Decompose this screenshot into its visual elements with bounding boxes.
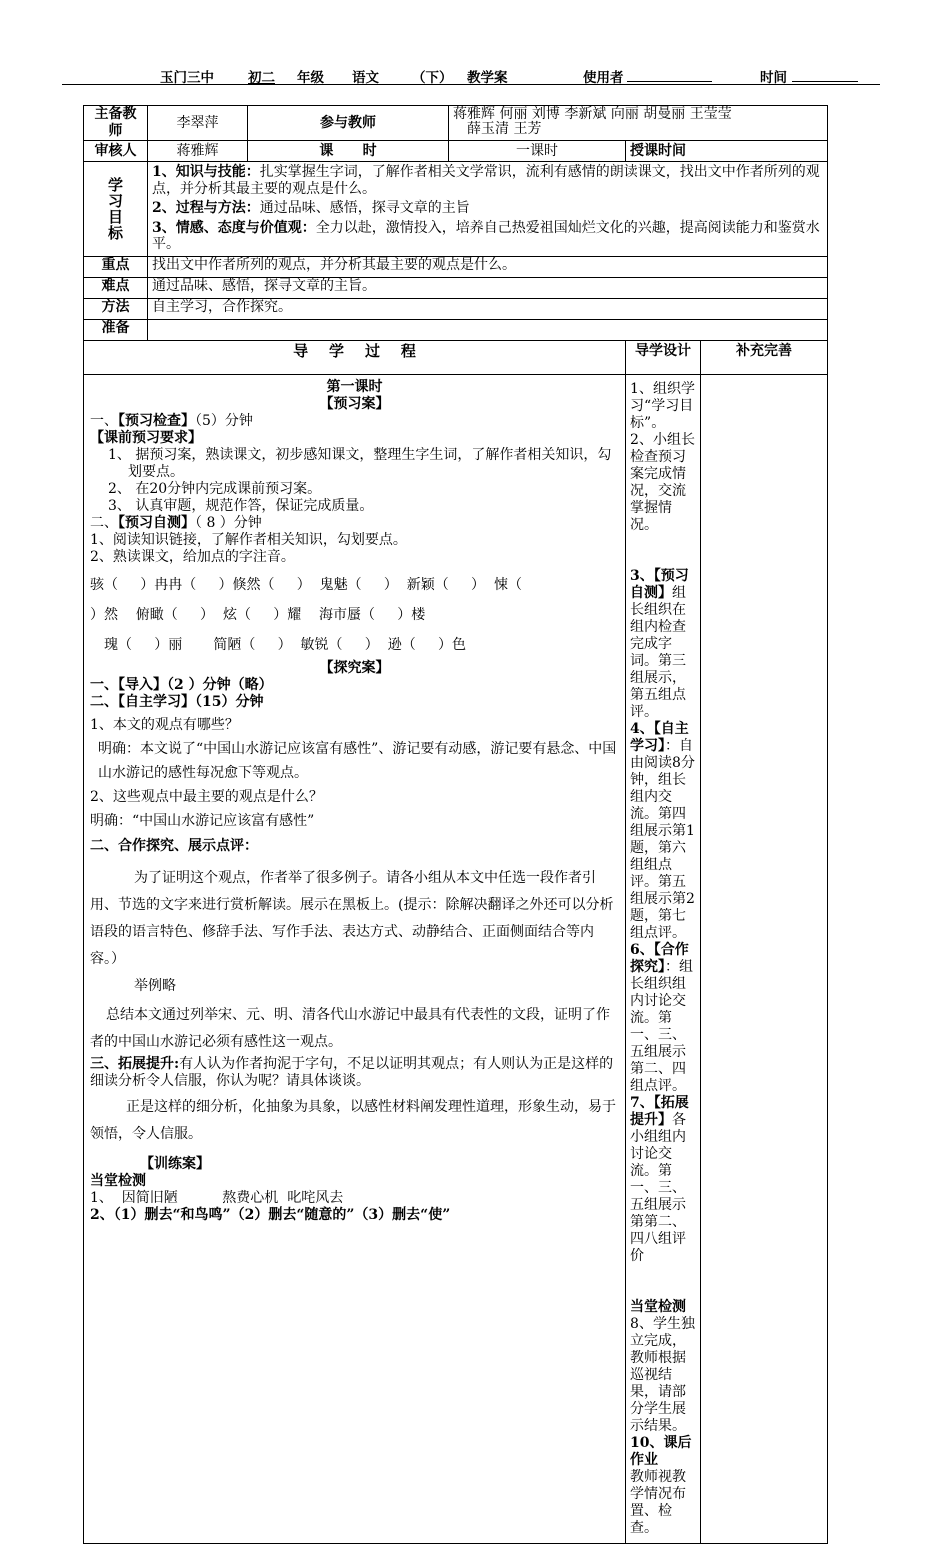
goals (148, 162, 828, 257)
teach-time-label: 授课时间 (626, 141, 828, 162)
design-4: 4、【自主学习】：自由阅读8分钟，组长组内交流。第四组展示第1题，第六组组点评。第五组展示第2题，第七组点评。 (630, 721, 695, 941)
process-content (84, 375, 626, 1544)
intro: 一、【导入】（2 ）分钟（略） (90, 677, 273, 693)
participants (449, 106, 828, 141)
time-blank[interactable] (792, 64, 858, 82)
check-2: 2、（1）删去“和鸟鸣”（2）删去“随意的”（3）删去“使” (90, 1207, 451, 1223)
question-2: 2、这些观点中最主要的观点是什么？ (90, 789, 323, 805)
design-check-title: 当堂检测 (630, 1299, 687, 1315)
design-10-title: 10、课后作业 (630, 1435, 692, 1468)
pinyin-row-3: 瑰（ ）丽 简陋（ ） 敏锐（ ） 逊（ ）色 (104, 637, 466, 653)
time-label: 时间 (760, 70, 787, 86)
reviewer: 蒋雅辉 (148, 141, 248, 162)
design-3: 3、【预习自测】组长组织在组内检查完成字词。第三组展示，第五组点评。 (630, 568, 689, 720)
process-header: 导 学 过 程 (84, 341, 626, 375)
key-label: 重点 (84, 257, 148, 278)
lead-teacher: 李翠萍 (148, 106, 248, 141)
self-test-1: 1、阅读知识链接，了解作者相关知识，勾划要点。 (90, 532, 407, 548)
participants-line2: 薛玉清 王芳 (467, 121, 542, 137)
check-1: 1、 因简旧陋 熬费心机 叱咤风去 (90, 1190, 344, 1206)
supplement-header: 补充完善 (701, 341, 828, 375)
hours-label: 课 时 (248, 141, 449, 162)
design-header: 导学设计 (626, 341, 701, 375)
requirement-2: 2、 在20分钟内完成课前预习案。 (108, 481, 322, 497)
method-text: 自主学习，合作探究。 (148, 299, 828, 320)
preview-requirements: 【课前预习要求】 (90, 430, 202, 446)
page-header (62, 64, 880, 85)
participants-line1: 蒋雅辉 何丽 刘博 李新斌 向丽 胡曼丽 王莹莹 (453, 106, 732, 122)
grade-suffix: 年级 (297, 70, 324, 86)
difficult-label: 难点 (84, 278, 148, 299)
user-label: 使用者 (583, 70, 624, 86)
method-label: 方法 (84, 299, 148, 320)
prep-text (148, 320, 828, 341)
example: 举例略 (134, 978, 176, 994)
goal-2: 2、过程与方法：通过品味、感悟，探寻文章的主旨 (152, 200, 470, 216)
design-10: 教师视教学情况布置、检查。 (630, 1469, 687, 1536)
cooperation-title: 二、合作探究、展示点评： (90, 838, 258, 854)
design-1: 1、组织学习“学习目标”。 (630, 381, 695, 431)
self-study: 二、【自主学习】（15）分钟 (90, 694, 264, 710)
summary: 总结本文通过列举宋、元、明、清各代山水游记中最具有代表性的文段，证明了作者的中国山水游记必须有感性这一观点。 (90, 1007, 610, 1050)
requirement-3: 3、 认真审题，规范作答，保证完成质量。 (108, 498, 374, 514)
preview-check: 一、【预习检查】（5）分钟 (90, 413, 253, 429)
design-6: 6、【合作探究】：组长组织组内讨论交流。第一、三、五组展示第二、四组点评。 (630, 942, 694, 1094)
train-case-title: 【训练案】 (140, 1156, 210, 1172)
question-1: 1、本文的观点有哪些？ (90, 717, 239, 733)
pinyin-row-2: ）然 俯瞰（ ） 炫（ ）耀 海市蜃（ ）楼 (90, 607, 426, 623)
cooperation-text: 为了证明这个观点，作者举了很多例子。请各小组从本文中任选一段作者引用、节选的文字来进行赏析解读。展示在黑板上。(提示：除解决翻译之外还可以分析语段的语言特色、修辞手法、写作手法、表达方式、动静结合、正面侧面结合等内容。） (90, 870, 614, 967)
difficult-text: 通过品味、感悟，探寻文章的主旨。 (148, 278, 828, 299)
participants-label: 参与教师 (248, 106, 449, 141)
subject: 语文 (352, 70, 379, 86)
user-blank[interactable] (627, 64, 712, 82)
preview-case-title: 【预习案】 (319, 396, 390, 412)
volume: （下） (412, 70, 453, 86)
answer-2: 明确：“中国山水游记应该富有感性” (90, 813, 315, 829)
doc-type: 教学案 (467, 70, 508, 86)
goal-3: 3、情感、态度与价值观：全力以赴，激情投入，培养自己热爱祖国灿烂文化的兴趣，提高阅读能力和鉴赏水平。 (152, 219, 820, 252)
answer-1: 明确：本文说了“中国山水游记应该富有感性”、游记要有动感，游记要有悬念、中国山水游记的感性每况愈下等观点。 (98, 741, 617, 781)
grade: 初二 (248, 70, 275, 86)
goal-1: 1、知识与技能：扎实掌握生字词，了解作者相关文学常识，流利有感情的朗读课文，找出文中作者所列的观点，并分析其最主要的观点是什么。 (152, 164, 820, 197)
school-name: 玉门三中 (160, 70, 214, 86)
lesson-plan-table (83, 105, 828, 1544)
design-content (626, 375, 701, 1544)
pinyin-row-1: 骇（ ）冉冉（ ）倏然（ ） 鬼魅（ ） 新颖（ ） 悚（ (90, 577, 522, 593)
lesson-title: 第一课时 (326, 379, 383, 395)
requirement-1: 1、 据预习案，熟读课文，初步感知课文，整理生字生词，了解作者相关知识，勾划要点。 (108, 447, 612, 480)
extension-answer: 正是这样的细分析，化抽象为具象，以感性材料阐发理性道理，形象生动，易于领悟，令人信服。 (90, 1099, 616, 1142)
prep-label: 准备 (84, 320, 148, 341)
design-2: 2、小组长检查预习案完成情况，交流掌握情况。 (630, 432, 695, 533)
hours: 一课时 (449, 141, 626, 162)
goals-label: 学习目标 (84, 162, 148, 257)
design-7: 7、【拓展提升】各小组组内讨论交流。第一、三、五组展示第第二、四八组评价 (630, 1095, 689, 1264)
key-text: 找出文中作者所列的观点，并分析其最主要的观点是什么。 (148, 257, 828, 278)
explore-case-title: 【探究案】 (319, 660, 390, 676)
lead-teacher-label: 主备教师 (84, 106, 148, 141)
self-test-2: 2、熟读课文，给加点的字注音。 (90, 549, 295, 565)
design-8: 8、学生独立完成，教师根据巡视结果，请部分学生展示结果。 (630, 1316, 695, 1434)
self-test: 二、【预习自测】（ 8 ）分钟 (90, 515, 262, 531)
class-check-title: 当堂检测 (90, 1173, 146, 1189)
reviewer-label: 审核人 (84, 141, 148, 162)
extension: 三、拓展提升:有人认为作者拘泥于字句，不足以证明其观点；有人则认为正是这样的细读分析令人信服，你认为呢？请具体谈谈。 (90, 1056, 614, 1089)
supplement-content[interactable] (701, 375, 828, 1544)
